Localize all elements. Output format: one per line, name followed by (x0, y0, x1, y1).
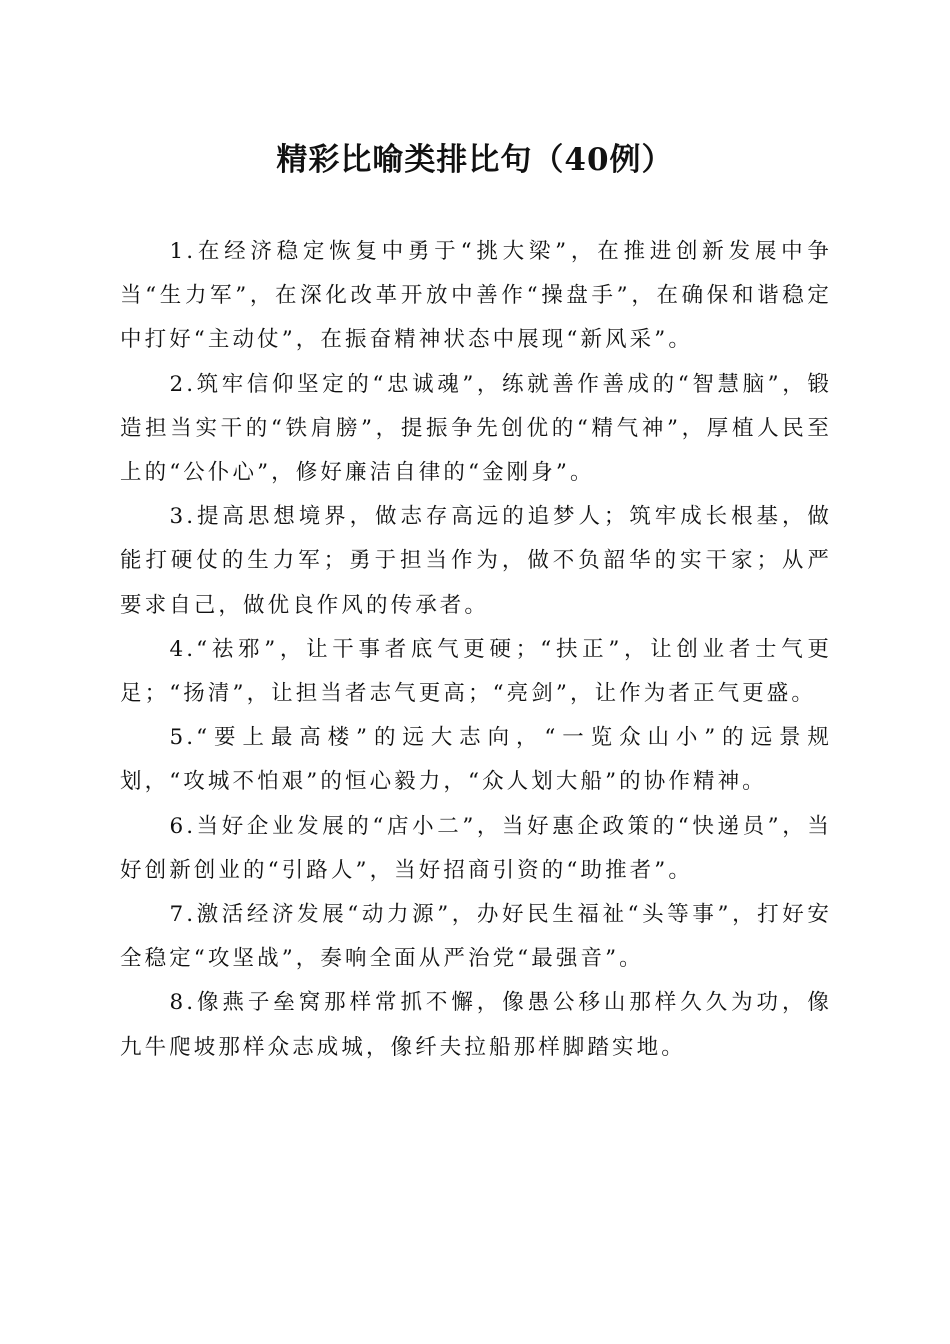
paragraph-5: 5.“要上最高楼”的远大志向，“一览众山小”的远景规划，“攻城不怕艰”的恒心毅力，“众人划大船”的协作精神。 (120, 725, 832, 795)
paragraph-2: 2.筑牢信仰坚定的“忠诚魂”，练就善作善成的“智慧脑”，锻造担当实干的“铁肩膀”，提振争先创优的“精气神”，厚植人民至上的“公仆心”，修好廉洁自律的“金刚身”。 (120, 371, 832, 486)
document-body (120, 230, 832, 1070)
paragraph-3: 3.提高思想境界，做志存高远的追梦人；筑牢成长根基，做能打硬仗的生力军；勇于担当作为，做不负韶华的实干家；从严要求自己，做优良作风的传承者。 (120, 504, 832, 618)
paragraph-7: 7.激活经济发展“动力源”，办好民生福祉“头等事”，打好安全稳定“攻坚战”，奏响全面从严治党“最强音”。 (120, 902, 832, 972)
paragraph-8: 8.像燕子垒窝那样常抓不懈，像愚公移山那样久久为功，像九牛爬坡那样众志成城，像纤夫拉船那样脚踏实地。 (120, 990, 832, 1060)
document-title: 精彩比喻类排比句（40例） (276, 142, 674, 178)
paragraph-6: 6.当好企业发展的“店小二”，当好惠企政策的“快递员”，当好创新创业的“引路人”，当好招商引资的“助推者”。 (120, 813, 832, 883)
paragraph-4: 4.“祛邪”，让干事者底气更硬；“扶正”，让创业者士气更足；“扬清”，让担当者志气更高；“亮剑”，让作为者正气更盛。 (120, 636, 832, 707)
paragraph-1: 1.在经济稳定恢复中勇于“挑大梁”，在推进创新发展中争当“生力军”，在深化改革开放中善作“操盘手”，在确保和谐稳定中打好“主动仗”，在振奋精神状态中展现“新风采”。 (120, 239, 832, 353)
